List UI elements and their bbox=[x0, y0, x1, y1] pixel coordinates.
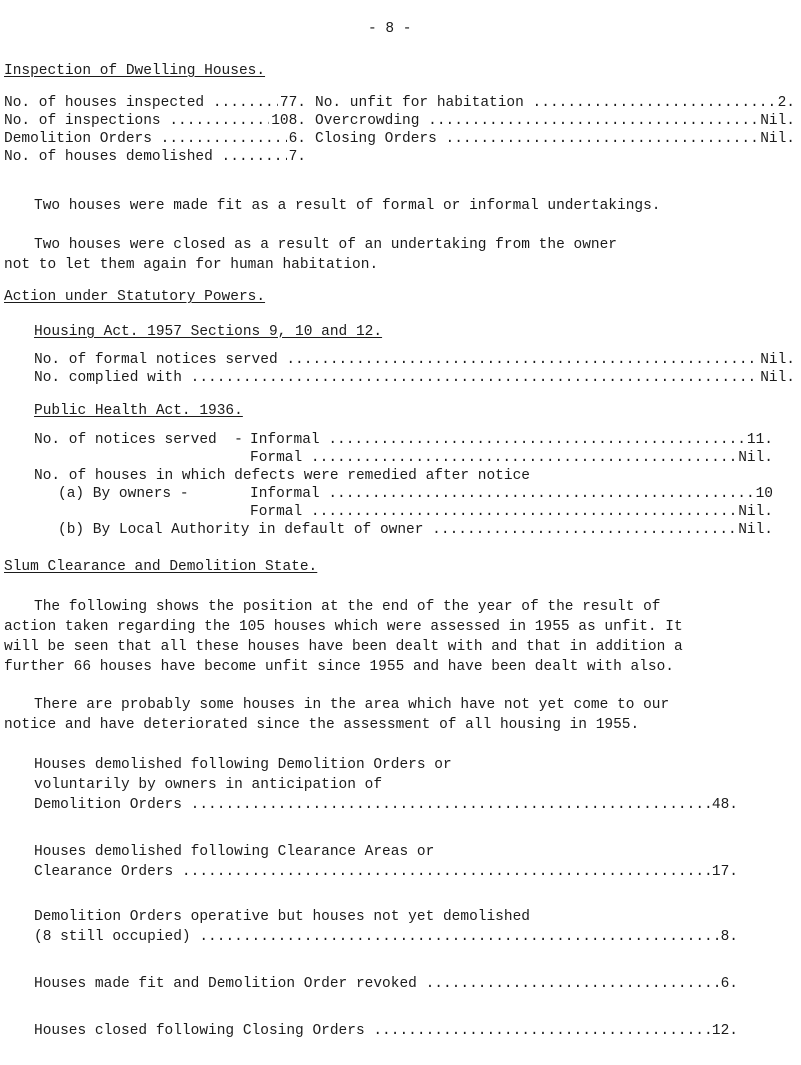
notices-served-label: No. of notices served - bbox=[34, 432, 243, 448]
item-value: 48. bbox=[711, 797, 738, 813]
list-item bbox=[34, 351, 795, 369]
inspection-heading: Inspection of Dwelling Houses. bbox=[4, 63, 266, 79]
item-value: 17. bbox=[711, 864, 738, 880]
item-value: 2. bbox=[777, 95, 795, 111]
slum-paragraph-2-line-1: There are probably some houses in the area which have not yet come to our bbox=[34, 697, 670, 713]
slum-item-text: voluntarily by owners in anticipation of bbox=[34, 777, 383, 793]
item-value: Nil. bbox=[760, 131, 795, 147]
slum-item-text: Houses demolished following Clearance Areas or bbox=[34, 844, 435, 860]
item-value: 108. bbox=[271, 113, 306, 129]
item-value: 77. bbox=[279, 95, 306, 111]
remedied-label: No. of houses in which defects were remedied after notice bbox=[34, 468, 530, 484]
slum-clearance-heading: Slum Clearance and Demolition State. bbox=[4, 559, 318, 575]
housing-act-heading: Housing Act. 1957 Sections 9, 10 and 12. bbox=[34, 324, 383, 340]
item-label: No. of formal notices served ..... bbox=[34, 351, 758, 369]
item-label: No. of houses inspected ..... bbox=[4, 94, 278, 112]
item-label: Informal ..... bbox=[250, 431, 745, 449]
list-item bbox=[250, 431, 773, 449]
item-label: (b) By Local Authority in default of owner ..... bbox=[58, 521, 736, 539]
owners-label: (a) By owners - bbox=[58, 486, 189, 502]
slum-paragraph-1-line-1: The following shows the position at the end of the year of the result of bbox=[34, 599, 661, 615]
inspection-paragraph-1: Two houses were made fit as a result of formal or informal undertakings. bbox=[34, 198, 661, 214]
item-value: Nil. bbox=[738, 450, 773, 466]
list-item bbox=[4, 130, 306, 148]
item-value: 11. bbox=[746, 432, 773, 448]
slum-paragraph-1-line-4: further 66 houses have become unfit since 1955 and have been dealt with also. bbox=[4, 659, 675, 675]
item-value: 8. bbox=[720, 929, 738, 945]
item-value: 7. bbox=[288, 149, 306, 165]
item-value: Nil. bbox=[760, 370, 795, 386]
item-value: Nil. bbox=[738, 522, 773, 538]
list-item bbox=[58, 521, 773, 539]
item-label: No. complied with ..... bbox=[34, 369, 758, 387]
slum-paragraph-1-line-2: action taken regarding the 105 houses which were assessed in 1955 as unfit. It bbox=[4, 619, 683, 635]
slum-paragraph-2-line-2: notice and have deteriorated since the assessment of all housing in 1955. bbox=[4, 717, 640, 733]
item-value: 12. bbox=[711, 1023, 738, 1039]
item-label: No. unfit for habitation ..... bbox=[315, 94, 776, 112]
statutory-heading: Action under Statutory Powers. bbox=[4, 289, 266, 305]
slum-item-text: Demolition Orders operative but houses not yet demolished bbox=[34, 909, 530, 925]
list-item bbox=[4, 148, 306, 166]
page-number: - 8 - bbox=[368, 21, 412, 37]
list-item bbox=[4, 94, 306, 112]
item-value: Nil. bbox=[760, 352, 795, 368]
item-label: No. of houses demolished ..... bbox=[4, 148, 287, 166]
list-item bbox=[34, 1022, 738, 1040]
item-value: 6. bbox=[720, 976, 738, 992]
list-item bbox=[34, 928, 738, 946]
slum-item-text: Houses demolished following Demolition Orders or bbox=[34, 757, 452, 773]
list-item bbox=[250, 503, 773, 521]
public-health-act-heading: Public Health Act. 1936. bbox=[34, 403, 243, 419]
list-item bbox=[34, 796, 738, 814]
inspection-paragraph-2-line-1: Two houses were closed as a result of an undertaking from the owner bbox=[34, 237, 617, 253]
item-label: Formal ..... bbox=[250, 503, 736, 521]
item-value: 10 bbox=[755, 486, 773, 502]
list-item bbox=[250, 485, 773, 503]
list-item bbox=[34, 863, 738, 881]
item-label: Demolition Orders ..... bbox=[4, 130, 287, 148]
inspection-paragraph-2-line-2: not to let them again for human habitation. bbox=[4, 257, 379, 273]
item-label: Houses made fit and Demolition Order revoked ..... bbox=[34, 975, 719, 993]
item-label: Clearance Orders ..... bbox=[34, 863, 710, 881]
list-item bbox=[4, 112, 306, 130]
item-label: Formal ..... bbox=[250, 449, 736, 467]
list-item bbox=[34, 975, 738, 993]
list-item bbox=[315, 112, 795, 130]
item-value: 6. bbox=[288, 131, 306, 147]
item-label: Overcrowding ..... bbox=[315, 112, 758, 130]
item-label: Houses closed following Closing Orders ..... bbox=[34, 1022, 710, 1040]
item-label: Demolition Orders ..... bbox=[34, 796, 710, 814]
item-value: Nil. bbox=[738, 504, 773, 520]
item-label: Closing Orders ..... bbox=[315, 130, 758, 148]
list-item bbox=[34, 369, 795, 387]
item-label: No. of inspections ..... bbox=[4, 112, 269, 130]
slum-paragraph-1-line-3: will be seen that all these houses have been dealt with and that in addition a bbox=[4, 639, 683, 655]
list-item bbox=[315, 130, 795, 148]
list-item bbox=[315, 94, 795, 112]
item-label: Informal ..... bbox=[250, 485, 754, 503]
list-item bbox=[250, 449, 773, 467]
item-value: Nil. bbox=[760, 113, 795, 129]
item-label: (8 still occupied) ..... bbox=[34, 928, 719, 946]
